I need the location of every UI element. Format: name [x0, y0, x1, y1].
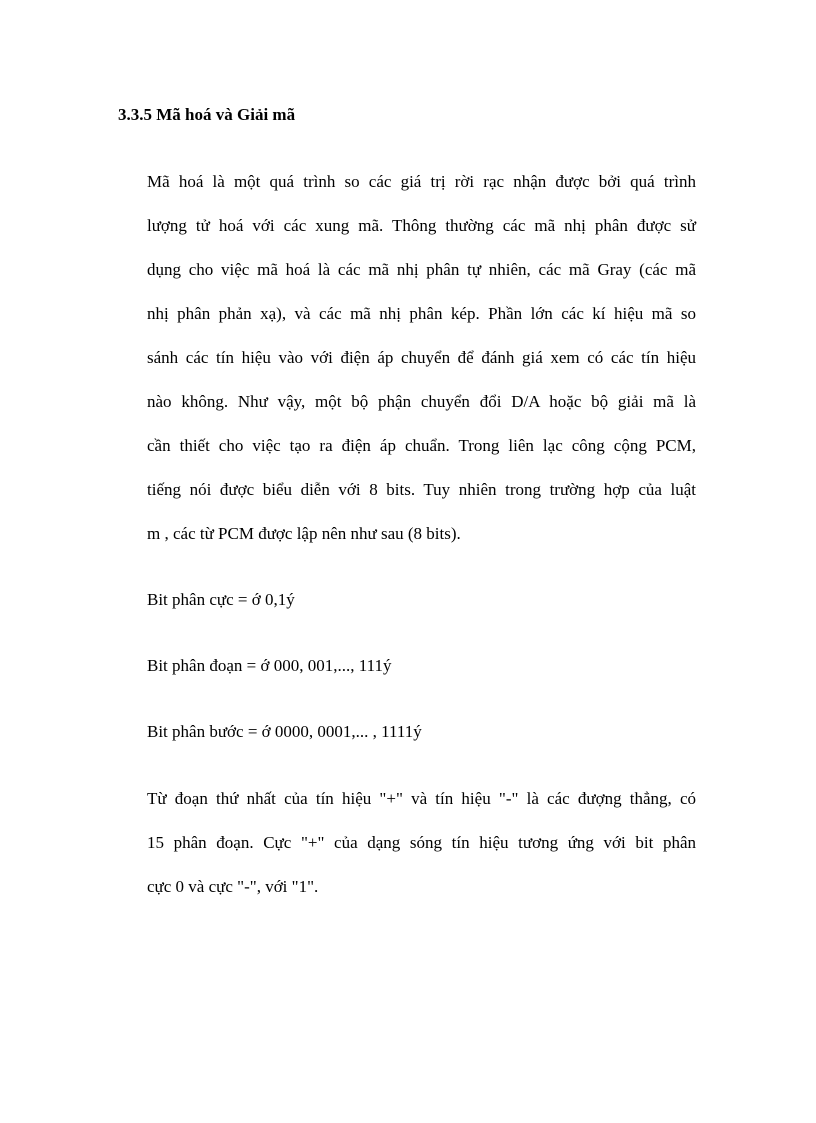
paragraph-1-line: tiếng nói được biểu diễn với 8 bits. Tuy nhiên trong trường hợp của luật	[147, 480, 696, 499]
bit-step-line: Bit phân bước = ớ 0000, 0001,... , 1111ý	[147, 722, 422, 741]
paragraph-2-line: Từ đoạn thứ nhất của tín hiệu "+" và tín hiệu "-" là các đượng thẳng, có	[147, 789, 696, 808]
paragraph-1-line: nào không. Như vậy, một bộ phận chuyển đổi D/A hoặc bộ giải mã là	[147, 392, 696, 411]
paragraph-2-line: 15 phân đoạn. Cực "+" của dạng sóng tín hiệu tương ứng với bit phân	[147, 833, 696, 852]
bit-polarity-line: Bit phân cực = ớ 0,1ý	[147, 590, 295, 609]
paragraph-1-line: lượng tử hoá với các xung mã. Thông thường các mã nhị phân được sử	[147, 216, 696, 235]
paragraph-2-line: cực 0 và cực "-", với "1".	[147, 877, 319, 896]
paragraph-1-line: m , các từ PCM được lập nên như sau (8 bits).	[147, 524, 461, 543]
bit-segment-line: Bit phân đoạn = ớ 000, 001,..., 111ý	[147, 656, 392, 675]
paragraph-1-line: cần thiết cho việc tạo ra điện áp chuẩn. Trong liên lạc công cộng PCM,	[147, 436, 696, 455]
paragraph-1-line: dụng cho việc mã hoá là các mã nhị phân tự nhiên, các mã Gray (các mã	[147, 260, 696, 279]
paragraph-1-line: nhị phân phản xạ), và các mã nhị phân kép. Phần lớn các kí hiệu mã so	[147, 304, 696, 323]
paragraph-1-line: Mã hoá là một quá trình so các giá trị rời rạc nhận được bởi quá trình	[147, 172, 696, 191]
paragraph-1-line: sánh các tín hiệu vào với điện áp chuyển để đánh giá xem có các tín hiệu	[147, 348, 696, 367]
section-heading: 3.3.5 Mã hoá và Giải mã	[118, 105, 296, 124]
